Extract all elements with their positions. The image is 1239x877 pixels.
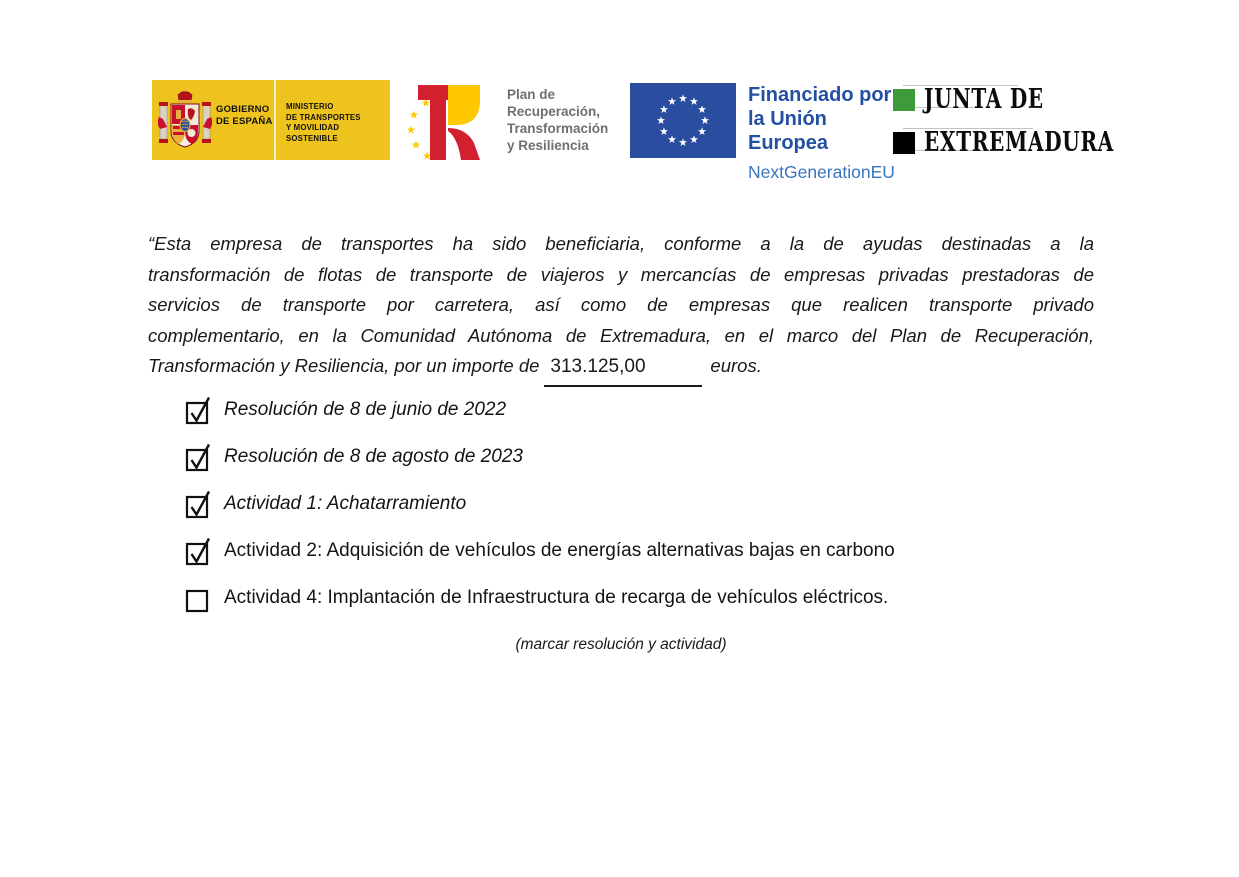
junta-extremadura-logo (893, 80, 1115, 162)
checklist-label: Resolución de 8 de junio de 2022 (224, 399, 507, 420)
nextgenerationeu-label: NextGenerationEU (748, 162, 895, 182)
prtr-line2: Recuperación, (507, 104, 601, 119)
prtr-label (507, 86, 608, 154)
checklist-row-actividad-2 (185, 539, 1085, 563)
eu-funding-logo (630, 83, 895, 182)
checkbox-icon[interactable] (185, 395, 212, 425)
gov-logo-divider (274, 80, 276, 160)
amount-prefix-text: Transformación y Resiliencia, por un importe de (148, 355, 540, 376)
checkbox-icon[interactable] (185, 489, 212, 519)
header-logo-strip (0, 0, 1239, 182)
checklist-row-resolucion-junio-2022 (185, 398, 1085, 422)
amount-field[interactable]: 313.125,00 (544, 352, 702, 387)
junta-black-square-icon (893, 132, 915, 154)
eu-funding-label (748, 83, 898, 183)
paragraph-line-4: complementario, en la Comunidad Autónoma de Extremadura, en el marco del Plan de Recuperación, (148, 324, 1094, 346)
checkbox-icon[interactable] (185, 583, 212, 613)
paragraph-line-5 (148, 351, 1094, 387)
paragraph-line-1: “Esta empresa de transportes ha sido beneficiaria, conforme a la de ayudas destinadas a la (148, 233, 1094, 254)
checkbox-icon[interactable] (185, 536, 212, 566)
ministerio-label (286, 102, 390, 144)
eu-flag-icon (630, 83, 736, 158)
gobierno-line1: GOBIERNO (216, 104, 270, 115)
ministerio-line3: Y MOVILIDAD SOSTENIBLE (286, 123, 340, 143)
ministerio-line1: MINISTERIO (286, 102, 334, 111)
amount-suffix-text: euros. (710, 355, 762, 376)
prtr-line3: Transformación (507, 121, 609, 136)
checklist-row-resolucion-agosto-2023 (185, 445, 1085, 469)
prtr-r-icon (408, 82, 503, 162)
ministerio-line2: DE TRANSPORTES (286, 112, 361, 122)
checklist-row-actividad-1 (185, 492, 1085, 516)
gobierno-espana-logo (152, 80, 390, 160)
checkbox-icon[interactable] (185, 442, 212, 472)
prtr-logo (408, 82, 609, 162)
eu-funding-line1: Financiado por (748, 84, 892, 106)
beneficiary-statement-paragraph (148, 229, 1094, 387)
paragraph-line-2: transformación de flotas de transporte de viajeros y mercancías de empresas privadas prestadoras de (148, 263, 1094, 285)
spain-coat-of-arms-icon (158, 87, 212, 153)
checklist-instruction-note: (marcar resolución y actividad) (515, 636, 727, 653)
checklist-label: Actividad 4: Implantación de Infraestructura de recarga de vehículos eléctricos. (224, 587, 889, 608)
junta-row-2 (893, 127, 1181, 158)
junta-row-1 (893, 84, 1086, 115)
gobierno-line2: DE ESPAÑA (216, 116, 273, 127)
junta-green-square-icon (893, 89, 915, 111)
prtr-line4: y Resiliencia (507, 138, 589, 153)
eu-funding-line2: la Unión Europea (748, 108, 829, 154)
junta-line1: JUNTA DE (924, 84, 1044, 115)
junta-line2: EXTREMADURA (924, 127, 1115, 158)
checklist-label: Actividad 1: Achatarramiento (224, 493, 467, 514)
checklist-label: Resolución de 8 de agosto de 2023 (224, 446, 523, 467)
prtr-line1: Plan de (507, 87, 556, 102)
checklist-row-actividad-4 (185, 586, 1085, 610)
resolution-activity-checklist (185, 398, 1085, 633)
gobierno-label (216, 104, 273, 128)
paragraph-line-3: servicios de transporte por carretera, así como de empresas que realicen transporte privado (148, 294, 1094, 315)
checklist-label: Actividad 2: Adquisición de vehículos de energías alternativas bajas en carbono (224, 540, 895, 561)
